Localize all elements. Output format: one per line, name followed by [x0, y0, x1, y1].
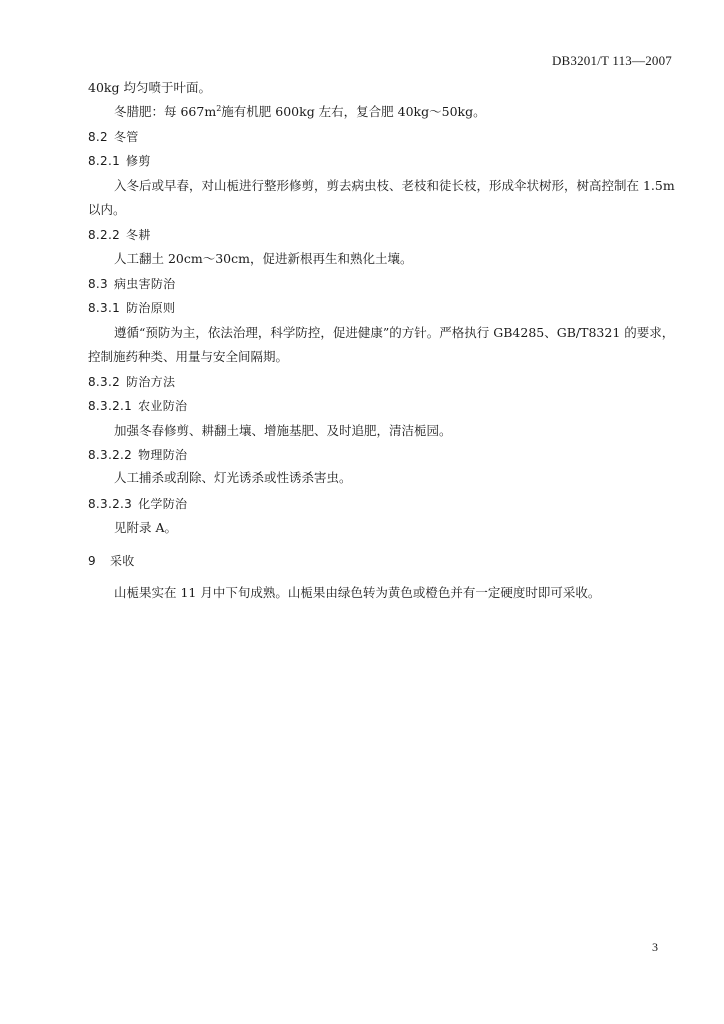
paragraph-agricultural-control: 加强冬春修剪、耕翻土壤、增施基肥、及时追肥，清洁栀园。: [114, 423, 452, 438]
heading-8-2-1: [88, 153, 678, 169]
heading-number: 8.3.2.3: [88, 497, 133, 511]
heading-number: 8.3.2.1: [88, 399, 133, 413]
paragraph-principle-line-1: 遵循“预防为主，依法治理，科学防控，促进健康”的方针。严格执行 GB4285、GB/T8321 的要求，: [114, 325, 675, 340]
heading-number: 8.2: [88, 130, 108, 144]
heading-number: 8.3: [88, 277, 108, 291]
heading-8-3: [88, 276, 678, 292]
heading-title: 农业防治: [138, 399, 188, 413]
winter-fertilizer-text-post: 施有机肥 600kg 左右，复合肥 40kg～50kg。: [221, 104, 486, 119]
paragraph-harvest: 山栀果实在 11 月中下旬成熟。山栀果由绿色转为黄色或橙色并有一定硬度时即可采收。: [114, 585, 601, 600]
heading-8-2-2: [88, 227, 678, 243]
heading-8-3-2-3: [88, 496, 678, 512]
heading-number: 8.3.2.2: [88, 448, 133, 462]
heading-title: 冬耕: [126, 228, 151, 242]
heading-number: 8.3.1: [88, 301, 121, 315]
heading-8-2: [88, 129, 678, 145]
heading-number: 8.3.2: [88, 375, 121, 389]
winter-fertilizer-text-pre: 冬腊肥：每 667m: [114, 104, 217, 119]
paragraph-principle-line-2: 控制施药种类、用量与安全间隔期。: [88, 349, 289, 364]
document-code: DB3201/T 113—2007: [551, 53, 672, 68]
heading-8-3-1: [88, 300, 678, 316]
paragraph-physical-control: 人工捕杀或刮除、灯光诱杀或性诱杀害虫。: [114, 470, 352, 485]
heading-title: 修剪: [126, 154, 151, 168]
paragraph-leaf-spray-continued: 40kg 均匀喷于叶面。: [88, 80, 211, 95]
paragraph-ploughing: 人工翻土 20cm～30cm，促进新根再生和熟化土壤。: [114, 251, 413, 266]
heading-number: 9: [88, 554, 96, 568]
heading-number: 8.2.1: [88, 154, 121, 168]
heading-title: 防治原则: [126, 301, 176, 315]
heading-title: 采收: [109, 554, 135, 568]
paragraph-prune-line-1: 入冬后或早春，对山栀进行整形修剪，剪去病虫枝、老枝和徒长枝，形成伞状树形，树高控制在 1.5m: [114, 178, 675, 193]
heading-title: 防治方法: [126, 375, 176, 389]
page-number: 3: [652, 940, 658, 954]
heading-8-3-2-1: [88, 398, 678, 414]
heading-8-3-2-2: [88, 447, 678, 463]
area-unit-superscript: 2: [216, 103, 222, 113]
heading-title: 化学防治: [138, 497, 188, 511]
heading-title: 病虫害防治: [113, 277, 176, 291]
heading-9: [88, 553, 678, 569]
heading-title: 物理防治: [138, 448, 188, 462]
heading-number: 8.2.2: [88, 228, 121, 242]
paragraph-prune-line-2: 以内。: [88, 202, 126, 217]
paragraph-winter-fertilizer: [88, 104, 704, 120]
paragraph-chemical-control: 见附录 A。: [114, 520, 178, 535]
heading-8-3-2: [88, 374, 678, 390]
heading-title: 冬管: [113, 130, 139, 144]
